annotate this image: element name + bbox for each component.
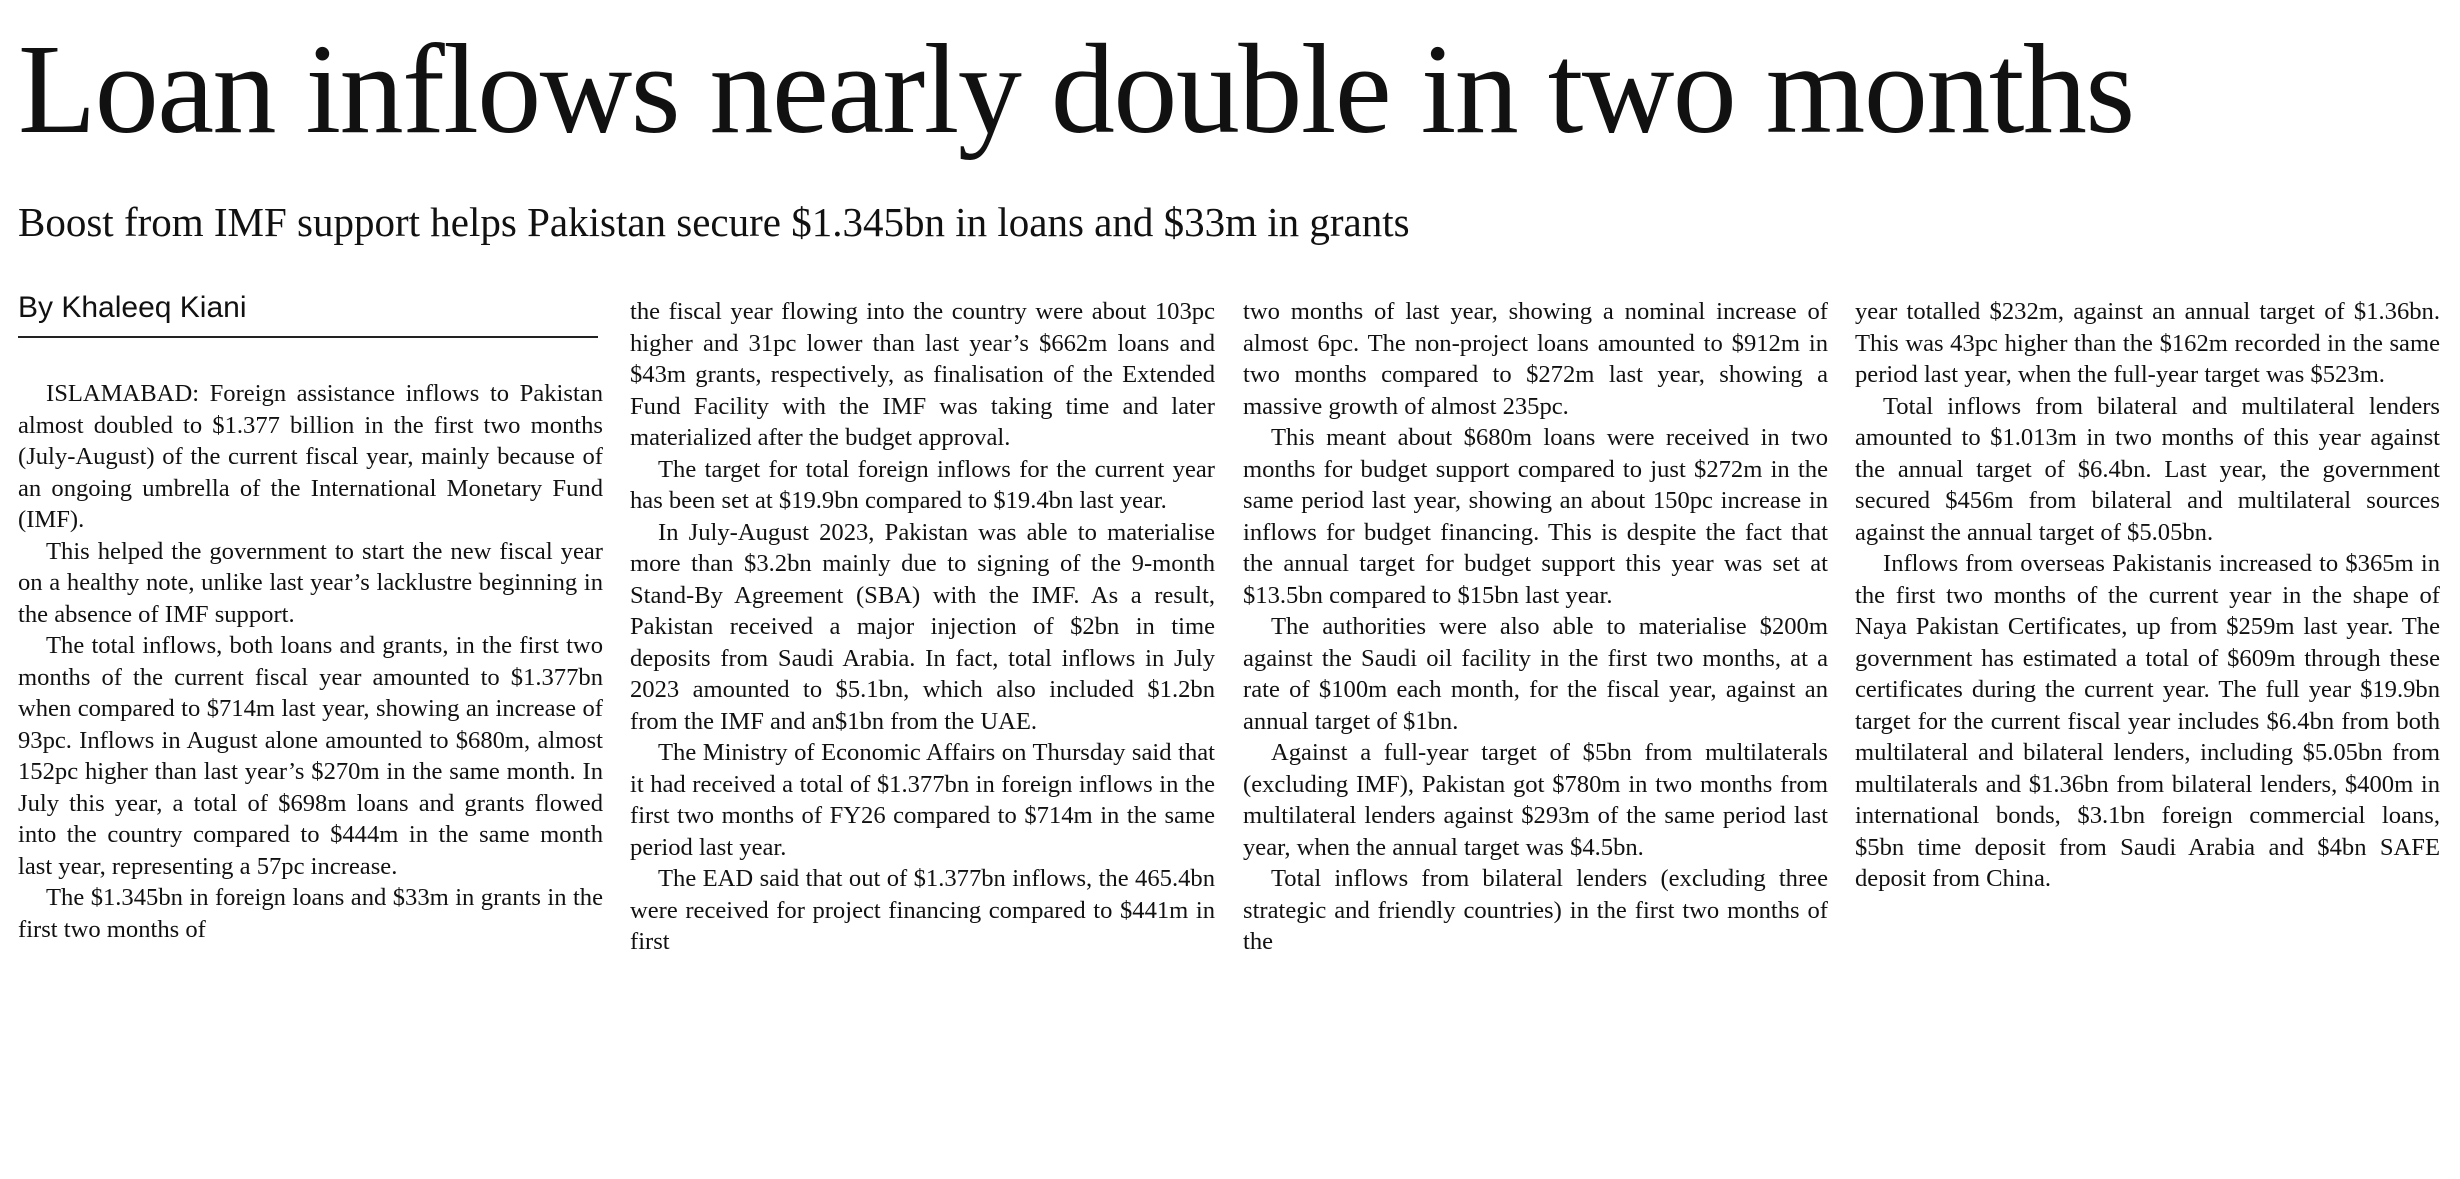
paragraph: The EAD said that out of $1.377bn inflows, the 465.4bn were received for project financing compared to $441m in first	[630, 865, 1215, 955]
paragraph: The $1.345bn in foreign loans and $33m in grants in the first two months of	[18, 884, 603, 943]
paragraph: In July-August 2023, Pakistan was able to materialise more than $3.2bn mainly due to signing of the 9-month Stand-By Agreement (SBA) with the IMF. As a result, Pakistan received a major injection of $2bn in time deposits from Saudi Arabia. In fact, total inflows in July 2023 amounted to $5.1bn, which also included $1.2bn from the IMF and an$1bn from the UAE.	[630, 518, 1215, 735]
paragraph: the fiscal year flowing into the country were about 103pc higher and 31pc lower than last year’s $662m loans and $43m grants, respectively, as finalisation of the Extended Fund Facility with the IMF was taking time and later materialized after the budget approval.	[630, 298, 1215, 451]
article-column-2	[630, 296, 1215, 1176]
byline: By Khaleeq Kiani	[18, 288, 598, 338]
paragraph: The Ministry of Economic Affairs on Thursday said that it had received a total of $1.377bn in foreign inflows in the first two months of FY26 compared to $714m in the same period last year.	[630, 739, 1215, 861]
paragraph: The authorities were also able to materialise $200m against the Saudi oil facility in the first two months, at a rate of $100m each month, for the fiscal year, against an annual target of $1bn.	[1243, 613, 1828, 735]
paragraph: The total inflows, both loans and grants, in the first two months of the current fiscal year amounted to $1.377bn when compared to $714m last year, showing an increase of 93pc. Inflows in August alone amounted to $680m, almost 152pc higher than last year’s $270m in the same month. In July this year, a total of $698m loans and grants flowed into the country compared to $444m in the same month last year, representing a 57pc increase.	[18, 632, 603, 880]
subheadline: Boost from IMF support helps Pakistan secure $1.345bn in loans and $33m in grants	[18, 199, 1410, 245]
paragraph: year totalled $232m, against an annual target of $1.36bn. This was 43pc higher than the $162m recorded in the same period last year, when the full-year target was $523m.	[1855, 298, 2440, 388]
article-column-3	[1243, 296, 1828, 1176]
paragraph: This helped the government to start the new fiscal year on a healthy note, unlike last year’s lacklustre beginning in the absence of IMF support.	[18, 537, 603, 628]
paragraph: The target for total foreign inflows for the current year has been set at $19.9bn compared to $19.4bn last year.	[630, 455, 1215, 514]
headline: Loan inflows nearly double in two months	[18, 18, 2134, 160]
paragraph: This meant about $680m loans were received in two months for budget support compared to just $272m in the same period last year, showing an about 150pc increase in inflows for budget financing. This is despite the fact that the annual target for budget support this year was set at $13.5bn compared to $15bn last year.	[1243, 424, 1828, 609]
paragraph: two months of last year, showing a nominal increase of almost 6pc. The non-project loans amounted to $912m in two months compared to $272m last year, showing a massive growth of almost 235pc.	[1243, 298, 1828, 420]
article-column-4	[1855, 296, 2440, 1176]
paragraph: Against a full-year target of $5bn from multilaterals (excluding IMF), Pakistan got $780m in two months from multilateral lenders against $293m of the same period last year, when the annual target was $4.5bn.	[1243, 739, 1828, 861]
paragraph: ISLAMABAD: Foreign assistance inflows to Pakistan almost doubled to $1.377 billion in the first two months (July-August) of the current fiscal year, mainly because of an ongoing umbrella of the International Monetary Fund (IMF).	[18, 380, 603, 533]
paragraph: Inflows from overseas Pakistanis increased to $365m in the first two months of the current year in the shape of Naya Pakistan Certificates, up from $259m last year. The government has estimated a total of $609m through these certificates during the current year. The full year $19.9bn target for the current fiscal year includes $6.4bn from both multilateral and bilateral lenders, including $5.05bn from multilaterals and $1.36bn from bilateral lenders, $400m in international bonds, $3.1bn foreign commercial loans, $5bn time deposit from Saudi Arabia and $4bn SAFE deposit from China.	[1855, 550, 2440, 892]
paragraph: Total inflows from bilateral and multilateral lenders amounted to $1.013m in two months of this year against the annual target of $6.4bn. Last year, the government secured $456m from bilateral and multilateral sources against the annual target of $5.05bn.	[1855, 392, 2440, 546]
paragraph: Total inflows from bilateral lenders (excluding three strategic and friendly countries) in the first two months of the	[1243, 865, 1828, 955]
article-column-1	[18, 378, 603, 1176]
